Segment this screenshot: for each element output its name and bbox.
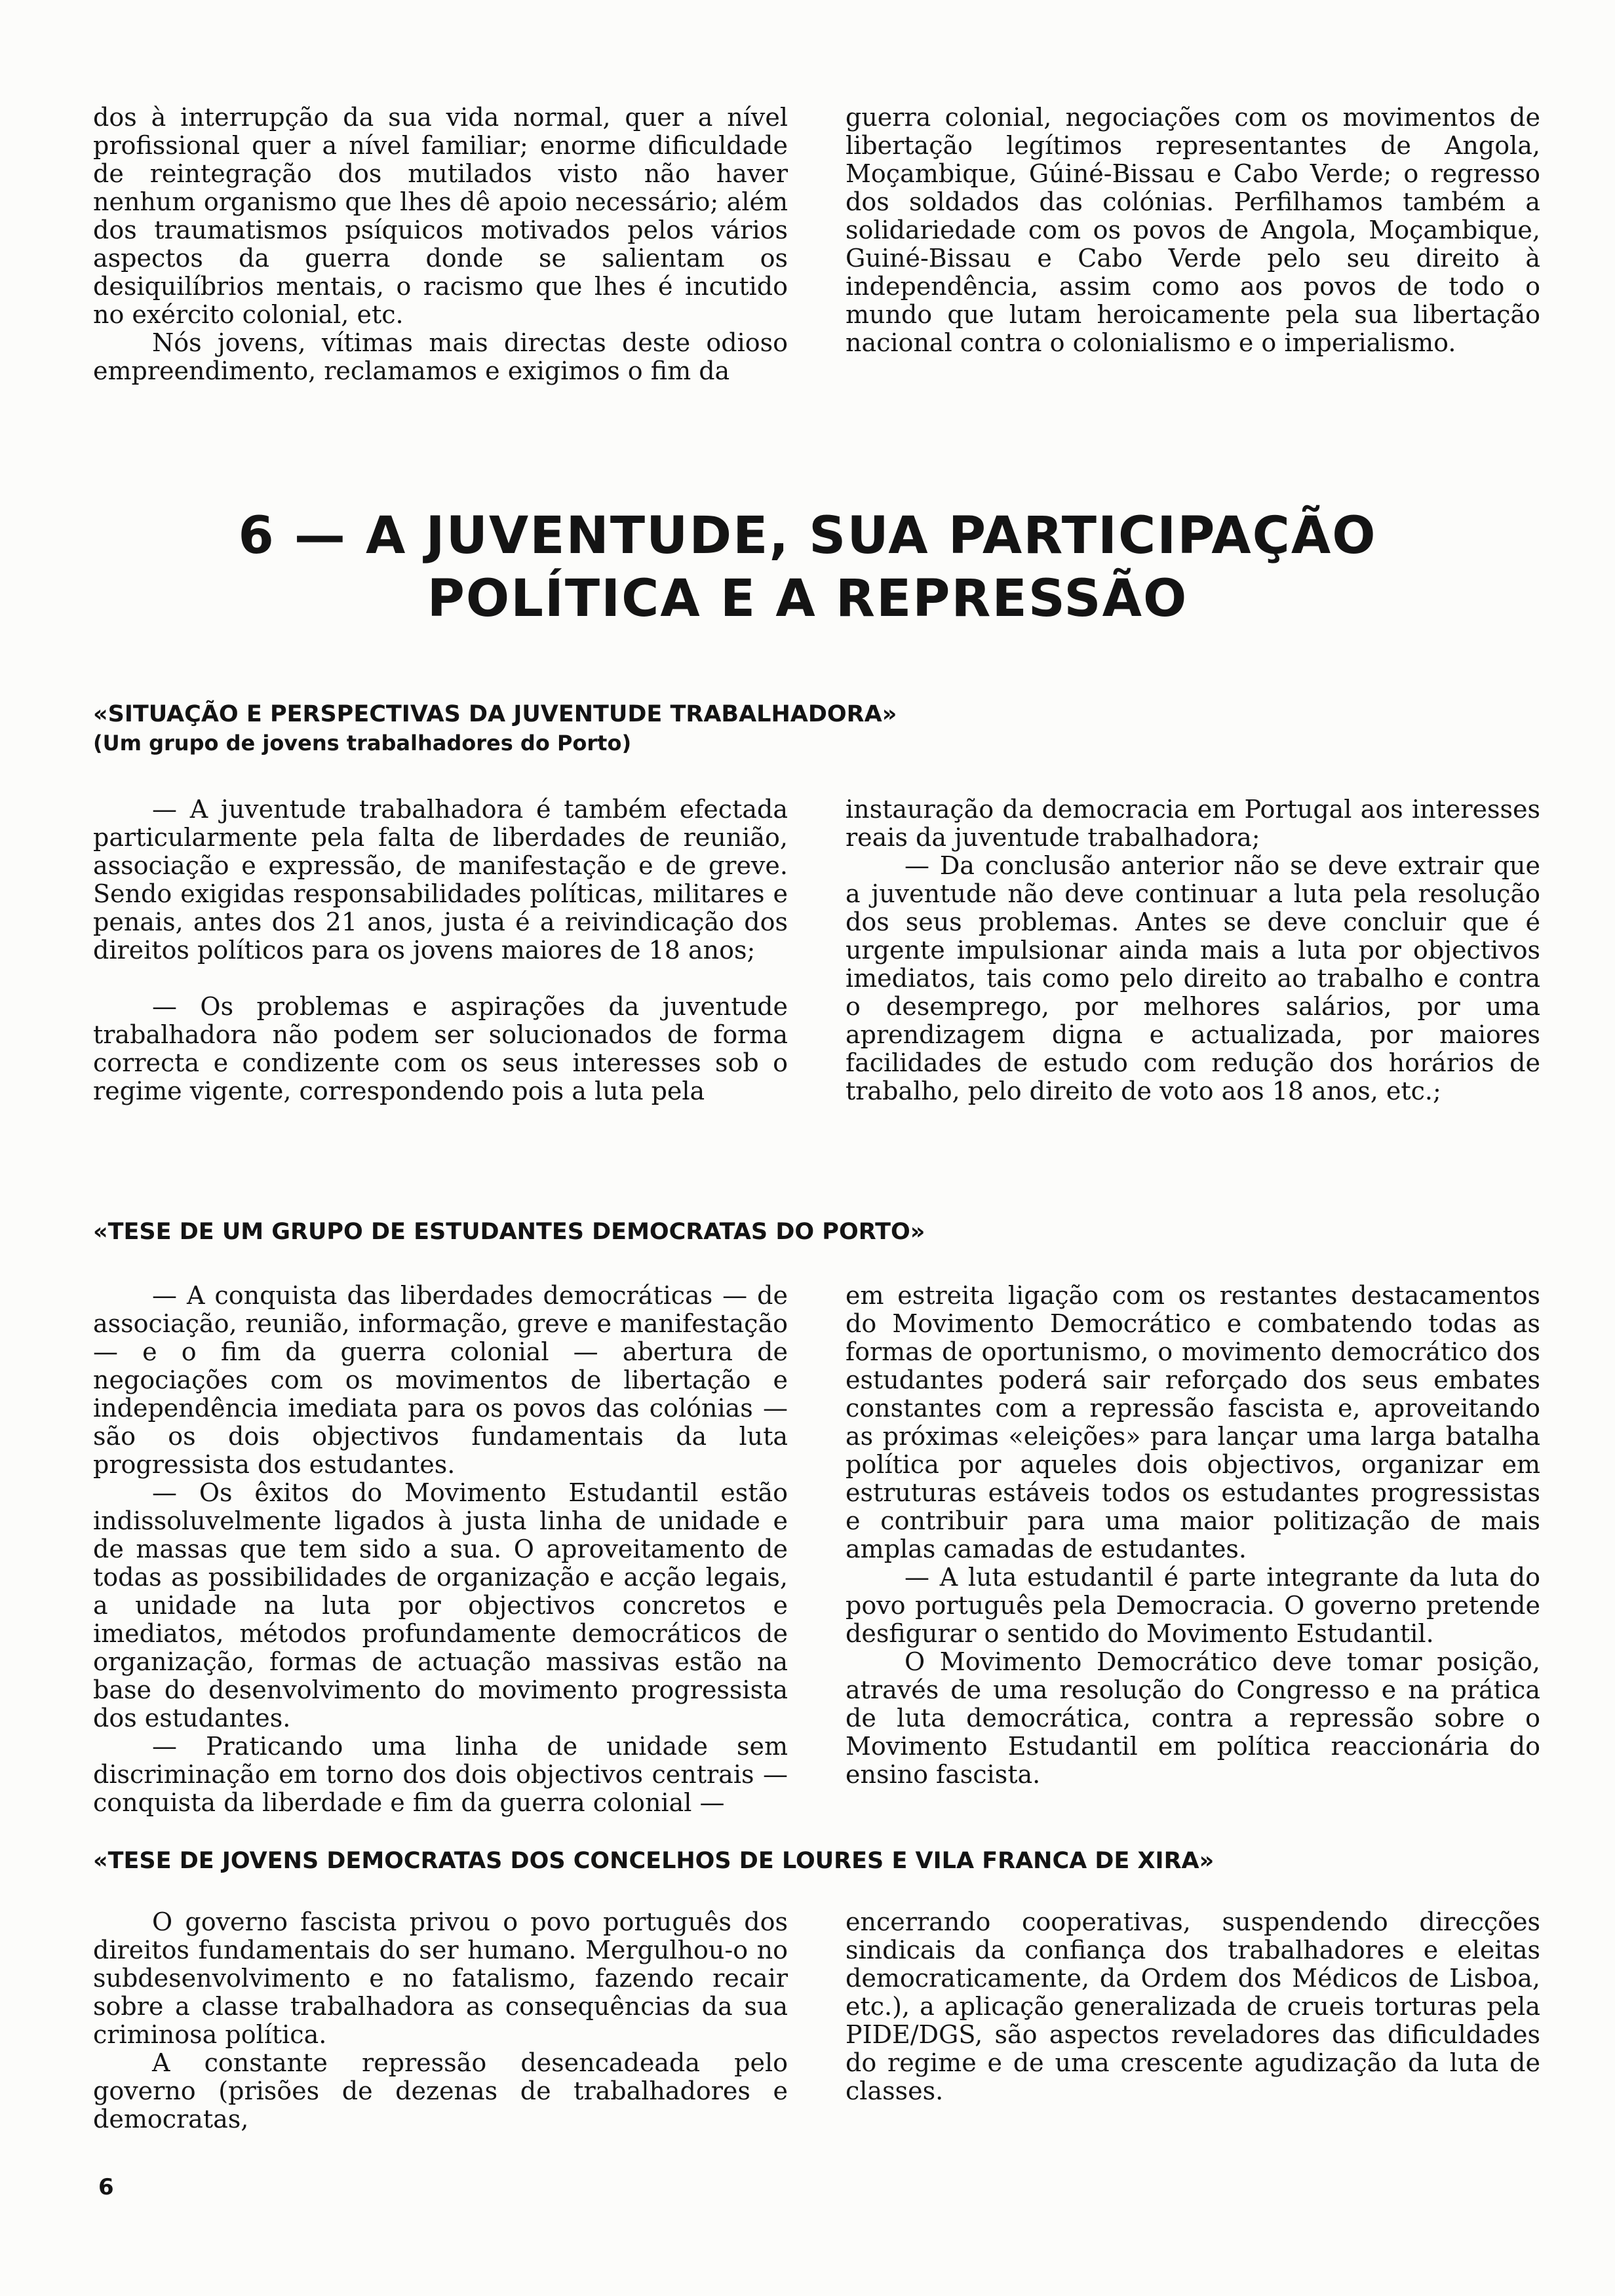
section2-right-column: [846, 1282, 1540, 1789]
paragraph: em estreita ligação com os restantes destacamentos do Movimento Democrático e combatendo todas as formas de oportunismo, o movimento democrático dos estudantes poderá sair reforçado dos seus embates constantes com a repressão fascista e, aproveitando as próximas «eleições» para lançar uma larga batalha política por aqueles dois objectivos, organizar em estruturas estáveis todos os estudantes progressistas e contribuir para uma maior politização de mais amplas camadas de estudantes.: [846, 1281, 1540, 1563]
paragraph: — Os problemas e aspirações da juventude trabalhadora não podem ser solucionados de forma correcta e condizente com os seus interesses sob o regime vigente, correspondendo pois a luta pela: [93, 992, 788, 1105]
section3-left-column: [93, 1908, 788, 2133]
section1-left-column: [93, 795, 788, 1105]
paragraph: — A luta estudantil é parte integrante da luta do povo português pela Democracia. O governo pretende desfigurar o sentido do Movimento Estudantil.: [846, 1563, 1540, 1648]
section-heading-loures: «TESE DE JOVENS DEMOCRATAS DOS CONCELHOS DE LOURES E VILA FRANCA DE XIRA»: [93, 1848, 1215, 1874]
section-subheading-porto: (Um grupo de jovens trabalhadores do Porto): [93, 731, 632, 756]
section2-left-column: [93, 1282, 788, 1817]
paragraph: — Da conclusão anterior não se deve extrair que a juventude não deve continuar a luta pela resolução dos seus problemas. Antes se deve concluir que é urgente impulsionar ainda mais a luta por objectivos imediatos, tais como pelo direito ao trabalho e contra o desemprego, por melhores salários, por uma aprendizagem digna e actualizada, por maiores facilidades de estudo com redução dos horários de trabalho, pelo direito de voto aos 18 anos, etc.;: [846, 851, 1540, 1105]
paragraph: — Praticando uma linha de unidade sem discriminação em torno dos dois objectivos centrais — conquista da liberdade e fim da guerra colonial —: [93, 1732, 788, 1817]
paragraph: guerra colonial, negociações com os movimentos de libertação legítimos representantes de Angola, Moçambique, Gúiné-Bissau e Cabo Verde; o regresso dos soldados das colónias. Perfilhamos também a solidariedade com os povos de Angola, Moçambique, Guiné-Bissau e Cabo Verde pelo seu direito à independência, assim como aos povos de todo o mundo que lutam heroicamente pela sua libertação nacional contra o colonialismo e o imperialismo.: [846, 103, 1540, 357]
paragraph: Nós jovens, vítimas mais directas deste odioso empreendimento, reclamamos e exigimos o fim da: [93, 328, 788, 385]
paragraph: — Os êxitos do Movimento Estudantil estão indissoluvelmente ligados à justa linha de unidade e de massas que tem sido a sua. O aproveitamento de todas as possibilidades de organização e acção legais, a unidade na luta por objectivos concretos e imediatos, métodos profundamente democráticos de organização, formas de actuação massivas estão na base do desenvolvimento do movimento progressista dos estudantes.: [93, 1478, 788, 1732]
section1-right-column: [846, 795, 1540, 1105]
section-heading-estudantes: «TESE DE UM GRUPO DE ESTUDANTES DEMOCRATAS DO PORTO»: [93, 1219, 925, 1245]
paragraph: — A juventude trabalhadora é também efectada particularmente pela falta de liberdades de reunião, associação e expressão, de manifestação e de greve. Sendo exigidas responsabilidades políticas, militares e penais, antes dos 21 anos, justa é a reivindicação dos direitos políticos para os jovens maiores de 18 anos;: [93, 795, 788, 965]
top-left-column: [93, 104, 788, 385]
top-right-column: [846, 104, 1540, 357]
section-heading-trabalhadora: «SITUAÇÃO E PERSPECTIVAS DA JUVENTUDE TRABALHADORA»: [93, 701, 897, 727]
paragraph: — A conquista das liberdades democráticas — de associação, reunião, informação, greve e manifestação — e o fim da guerra colonial — abertura de negociações com os movimentos de libertação e independência imediata para os povos das colónias — são os dois objectivos fundamentais da luta progressista dos estudantes.: [93, 1281, 788, 1479]
paragraph: instauração da democracia em Portugal aos interesses reais da juventude trabalhadora;: [846, 795, 1540, 852]
paragraph: O governo fascista privou o povo português dos direitos fundamentais do ser humano. Mergulhou-o no subdesenvolvimento e no fatalismo, fazendo recair sobre a classe trabalhadora as consequências da sua criminosa política.: [93, 1907, 788, 2049]
paragraph: encerrando cooperativas, suspendendo direcções sindicais da confiança dos trabalhadores e eleitas democraticamente, da Ordem dos Médicos de Lisboa, etc.), a aplicação generalizada de crueis torturas pela PIDE/DGS, são aspectos reveladores das dificuldades do regime e de uma crescente agudização da luta de classes.: [846, 1907, 1540, 2105]
paragraph: O Movimento Democrático deve tomar posição, através de uma resolução do Congresso e na prática de luta democrática, contra a repressão sobre o Movimento Estudantil em política reaccionária do ensino fascista.: [846, 1647, 1540, 1789]
paragraph: A constante repressão desencadeada pelo governo (prisões de dezenas de trabalhadores e democratas,: [93, 2048, 788, 2133]
paragraph: dos à interrupção da sua vida normal, quer a nível profissional quer a nível familiar; enorme dificuldade de reintegração dos mutilados visto não haver nenhum organismo que lhes dê apoio necessário; além dos traumatismos psíquicos motivados pelos vários aspectos da guerra donde se salientam os desiquilíbrios mentais, o racismo que lhes é incutido no exército colonial, etc.: [93, 103, 788, 329]
page-number: 6: [98, 2174, 114, 2200]
chapter-title-line-2: POLÍTICA E A REPRESSÃO: [427, 569, 1188, 628]
section3-right-column: [846, 1908, 1540, 2105]
chapter-title-line-1: 6 — A JUVENTUDE, SUA PARTICIPAÇÃO: [238, 507, 1377, 565]
